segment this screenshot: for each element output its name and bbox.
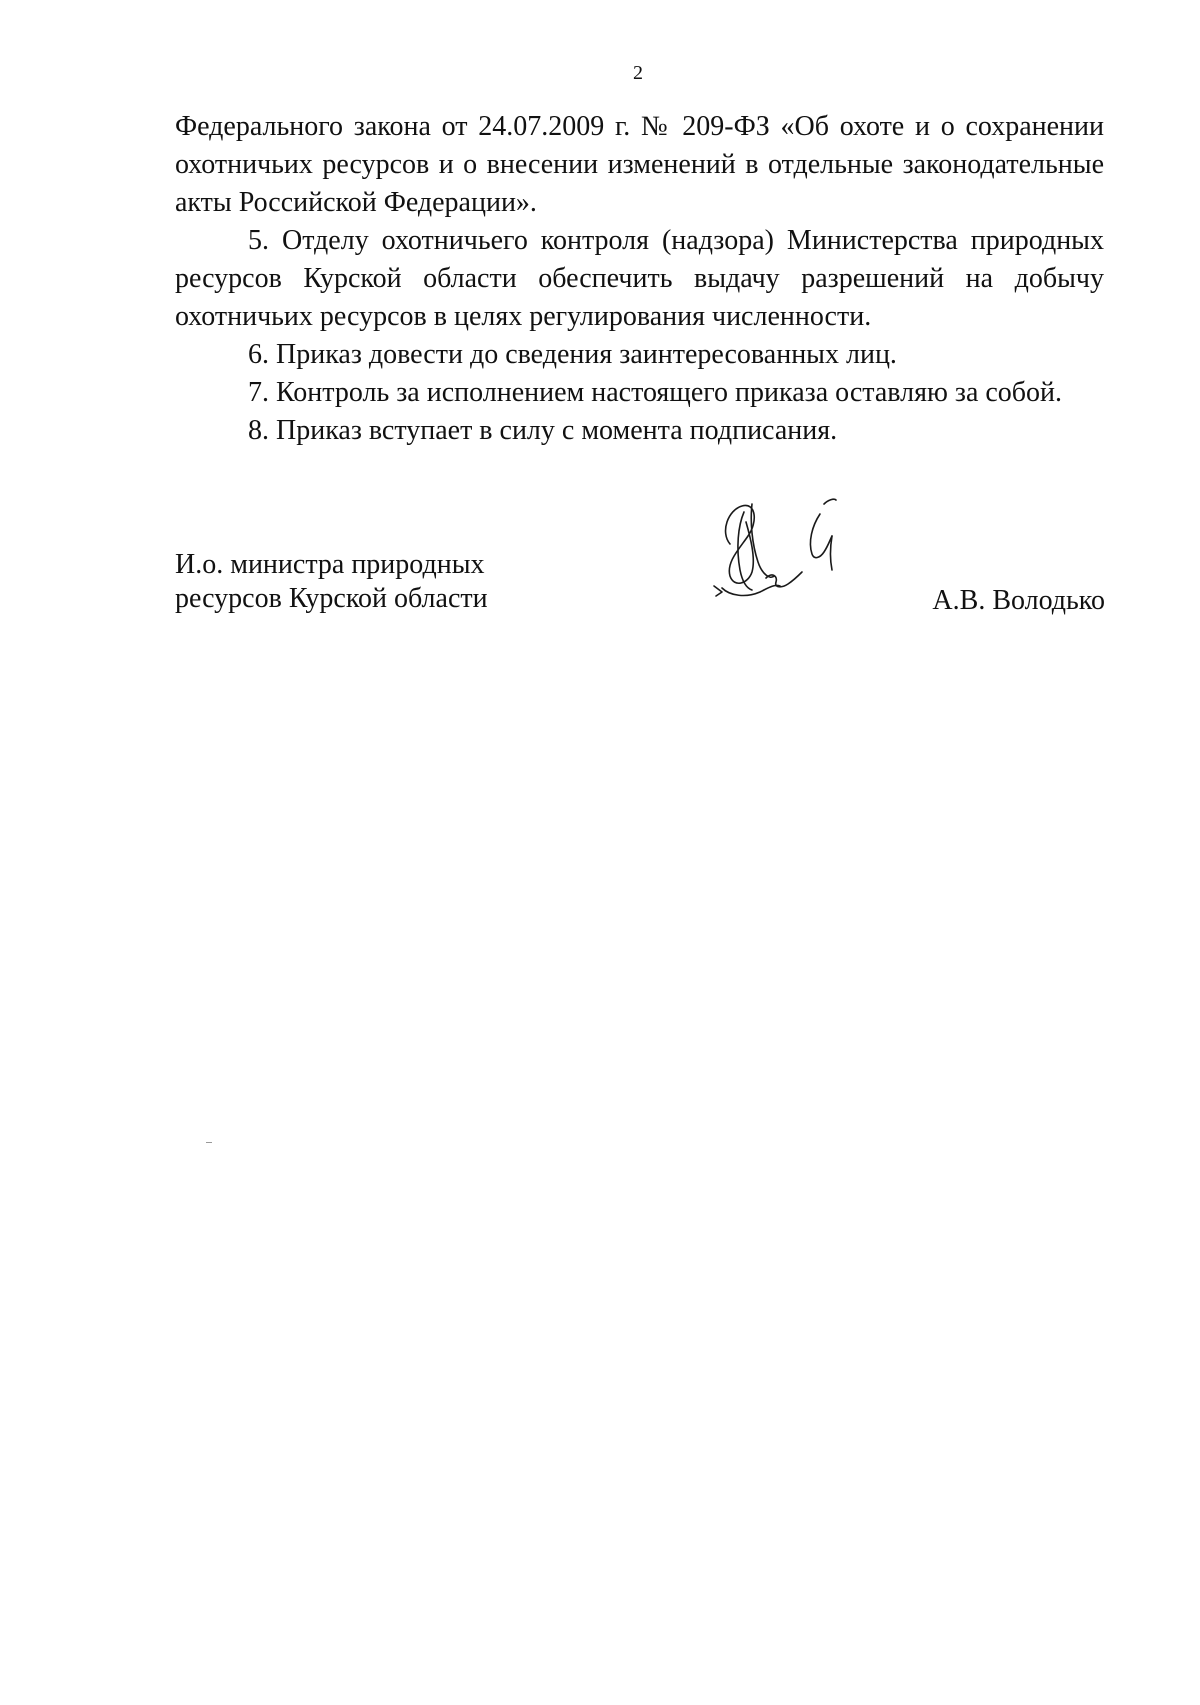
paragraph-item-8: 8. Приказ вступает в силу с момента подписания. xyxy=(248,415,838,446)
signatory-position-line-2: ресурсов Курской области xyxy=(175,583,488,614)
scan-speck xyxy=(206,1142,212,1143)
paragraph-item-6: 6. Приказ довести до сведения заинтересованных лиц. xyxy=(248,339,897,370)
document-body xyxy=(175,108,1104,450)
page-number: 2 xyxy=(633,62,643,84)
signatory-position-line-1: И.о. министра природных xyxy=(175,549,485,580)
signatory-name: А.В. Володько xyxy=(932,585,1105,616)
paragraph-item-5: 5. Отделу охотничьего контроля (надзора) Министерства природных ресурсов Курской области обеспечить выдачу разрешений на добычу охотничьих ресурсов в целях регулирования численности. xyxy=(175,225,1104,332)
signatory-position xyxy=(175,548,488,616)
handwritten-signature xyxy=(700,492,860,610)
paragraph-item-7: 7. Контроль за исполнением настоящего приказа оставляю за собой. xyxy=(248,377,1063,408)
paragraph-continuation: Федерального закона от 24.07.2009 г. № 209-ФЗ «Об охоте и о сохранении охотничьих ресурсов и о внесении изменений в отдельные законодательные акты Российской Федерации». xyxy=(175,111,1104,218)
